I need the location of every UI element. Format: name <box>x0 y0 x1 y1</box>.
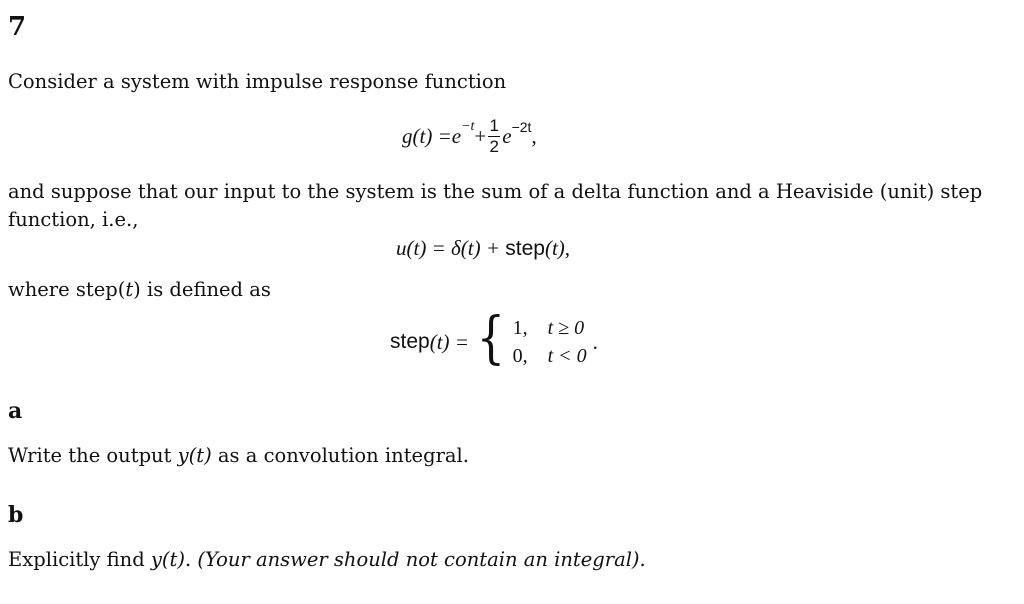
part-b-label: b <box>8 502 24 528</box>
part-a-var: y(t) <box>177 444 212 467</box>
part-a-pre: Write the output <box>8 444 178 467</box>
intro-text: Consider a system with impulse response function <box>8 70 507 93</box>
eq1-fraction <box>488 117 500 156</box>
part-b-text <box>8 546 646 574</box>
part-b-post: . <box>184 548 198 571</box>
part-b-pre: Explicitly find <box>8 548 151 571</box>
case2-condition: t < 0 <box>547 345 587 367</box>
eq1-plus: + <box>474 123 487 148</box>
part-a-label: a <box>8 398 23 424</box>
case1-value: 1, <box>512 317 528 339</box>
eq1-frac-den: 2 <box>489 136 499 156</box>
equation-impulse-response <box>402 108 537 164</box>
eq1-term2-base: e <box>502 123 512 148</box>
eq2-arg: (t), <box>544 236 571 260</box>
eq1-frac-num: 1 <box>489 115 499 135</box>
cases-grid <box>513 316 587 368</box>
where-text-var: t <box>125 278 134 301</box>
part-a-post: as a convolution integral. <box>211 444 469 467</box>
input-text-line1: and suppose that our input to the system is the sum of a delta function and a Heaviside (unit) step <box>8 180 983 203</box>
input-text-line2: function, i.e., <box>8 208 139 231</box>
eq3-arg: (t) = <box>429 329 469 354</box>
eq2-lhs: u(t) = δ(t) + <box>396 236 506 260</box>
case1-condition: t ≥ 0 <box>547 317 585 339</box>
eq1-term2-exp: −2t <box>511 119 532 135</box>
where-text-post: ) is defined as <box>133 278 271 301</box>
problem-number: 7 <box>8 12 27 42</box>
eq3-step: step <box>390 330 430 353</box>
case2-value: 0, <box>512 345 528 367</box>
part-b-var: y(t) <box>150 548 185 571</box>
eq3-trail: . <box>592 329 598 354</box>
eq1-term1-base: e <box>451 123 462 148</box>
part-b-note: (Your answer should not contain an integral). <box>197 548 646 571</box>
equation-step-definition <box>390 306 598 372</box>
eq1-lhs: g(t) = <box>402 123 452 148</box>
equation-input <box>396 236 570 261</box>
eq2-step: step <box>505 237 545 260</box>
where-text <box>8 276 271 304</box>
where-text-pre: where step( <box>8 278 126 301</box>
eq1-term1-exp: −t <box>461 119 475 134</box>
cases-brace-icon: { <box>476 306 506 371</box>
part-a-text <box>8 442 469 470</box>
eq1-trail: , <box>531 123 537 148</box>
